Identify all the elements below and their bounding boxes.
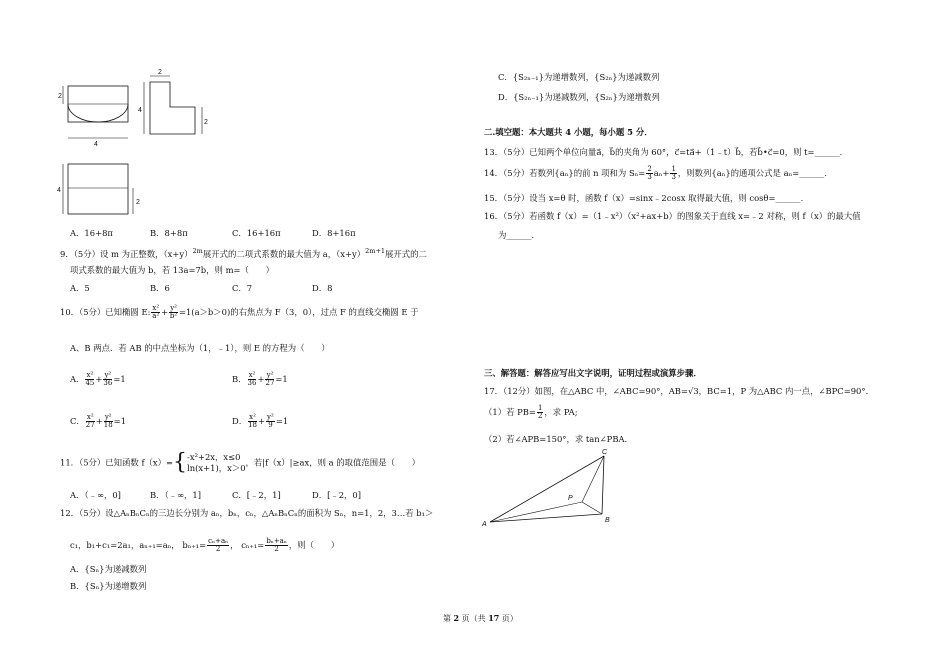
q11-option-c: C．[﹣2，1] — [232, 490, 281, 500]
q10-stem-line2: A、B 两点．若 AB 的中点坐标为（1，﹣1），则 E 的方程为（ ） — [70, 343, 330, 353]
q11-stem: 11．（5分）已知函数 f（x）={ -x²+2x，x≤0 ln(x+1)，x＞0 ，若|f（x）|≥ax，则 a 的取值范围是（ ） — [60, 450, 421, 475]
q12-stem-line2: c₁，b₁+c₁=2a₁，aₙ₊₁=aₙ， bₙ₊₁= $\frac{\text{cₙ+aₙ}}{2}$ ， cₙ₊₁= $\frac{\text{bₙ+aₙ}}{2}$ ，则（ ） — [70, 537, 340, 553]
q9-option-c: C．7 — [232, 283, 253, 293]
point-a-label: A — [482, 521, 487, 528]
q12-option-a: A．{Sₙ}为递减数列 — [70, 564, 147, 574]
q9-option-b: B．6 — [150, 283, 170, 293]
q15-stem: 15．（5分）设当 x=θ 时，函数 f（x）=sinx﹣2cosx 取得最大值，则 cosθ=______． — [484, 193, 809, 203]
top-view-figure — [58, 160, 138, 220]
q11-option-b: B．（﹣∞，1] — [150, 490, 202, 500]
q17-part1: （1）若 PB= $\frac{1}{2}$ ，求 PA; — [484, 404, 578, 420]
point-p-label: P — [568, 495, 573, 502]
q8-option-b: B．8+8π — [150, 228, 188, 238]
q8-option-a: A．16+8π — [70, 228, 113, 238]
q10-option-a: A． $\frac{\text{x²}}{45}$ + $\frac{\text{y²}}{36}$ =1 — [70, 371, 126, 387]
side-view-left-label: 4 — [138, 107, 142, 114]
q14-stem: 14．（5分）若数列{aₙ}的前 n 项和为 Sₙ= $\frac{2}{3}$ aₙ+ $\frac{1}{3}$ ，则数列{aₙ}的通项公式是 aₙ=______． — [484, 165, 833, 181]
front-view-figure — [58, 78, 138, 148]
q12-stem-line1: 12．（5分）设△AₙBₙCₙ的三边长分别为 aₙ，bₙ，cₙ，△AₙBₙCₙ的面积为 Sₙ，n=1，2，3…若 b₁＞ — [60, 508, 434, 518]
q12-option-d: D．{S₂ₙ₋₁}为递减数列，{S₂ₙ}为递增数列 — [498, 92, 660, 102]
q10-option-d: D． $\frac{\text{x²}}{18}$ + $\frac{\text{y²}}{9}$ =1 — [232, 413, 289, 429]
point-c-label: C — [602, 449, 608, 456]
q9-option-a: A．5 — [70, 283, 90, 293]
page-footer: 第 2 页（共 17 页） — [443, 613, 518, 623]
q17-part2: （2）若∠APB=150°，求 tan∠PBA． — [484, 434, 633, 444]
page-number: 2 — [453, 613, 460, 623]
triangle-diagram — [482, 450, 622, 530]
q16-stem-line1: 16．（5分）若函数 f（x）=（1﹣x²）（x²+ax+b）的图象关于直线 x=﹣2 对称，则 f（x）的最大值 — [484, 211, 861, 221]
q17-stem: 17．（12分）如图，在△ABC 中，∠ABC=90°，AB=√3，BC=1，P 为△ABC 内一点，∠BPC=90°． — [484, 386, 874, 396]
q8-option-d: D．8+16π — [312, 228, 356, 238]
side-view-figure — [138, 69, 210, 142]
front-view-bottom-label: 4 — [94, 141, 98, 148]
top-view-right-label: 2 — [136, 199, 140, 206]
point-b-label: B — [605, 517, 610, 524]
q10-option-b: B． $\frac{\text{x²}}{36}$ + $\frac{\text{y²}}{27}$ =1 — [232, 371, 288, 387]
q9-stem-line2: 项式系数的最大值为 b，若 13a=7b，则 m=（ ） — [70, 265, 275, 275]
q12-option-b: B．{Sₙ}为递增数列 — [70, 581, 147, 591]
section2-heading: 二.填空题：本大题共 4 小题，每小题 5 分． — [484, 127, 653, 137]
q8-option-c: C．16+16π — [232, 228, 281, 238]
q13-stem: 13．（5分）已知两个单位向量a⃗，b⃗的夹角为 60°，c⃗=ta⃗+（1﹣t）b⃗，若b⃗•c⃗=0，则 t=______． — [484, 147, 849, 157]
q11-option-a: A．（﹣∞，0] — [70, 490, 121, 500]
top-view-left-label: 4 — [57, 187, 61, 194]
q9-option-d: D．8 — [312, 283, 333, 293]
q9-stem-line1: 9．（5分）设 m 为正整数，$(x+y)^{2m}$展开式的二项式系数的最大值为 a，$(x+y)^{2m+1}$展开式的二 — [60, 247, 427, 259]
section3-heading: 三、解答题：解答应写出文字说明，证明过程或演算步骤． — [484, 368, 702, 378]
q10-stem-line1: 10．（5分）已知椭圆 E: $\frac{\text{x²}}{\text{a²}}$ + $\frac{\text{y²}}{\text{b²}}$ =1(a＞b＞0)的右焦点为 F（3，0），过点 F 的直线交椭圆 E 于 — [60, 304, 419, 320]
side-view-top-label: 2 — [158, 69, 162, 76]
q16-stem-line2: 为______． — [498, 230, 540, 240]
front-view-left-label: 2 — [58, 93, 62, 100]
q11-option-d: D．[﹣2，0] — [312, 490, 362, 500]
q10-option-c: C． $\frac{\text{x²}}{27}$ + $\frac{\text{y²}}{18}$ =1 — [70, 413, 127, 429]
page-total: 17 — [488, 613, 500, 623]
q12-option-c: C．{S₂ₙ₋₁}为递增数列，{S₂ₙ}为递减数列 — [498, 72, 660, 82]
side-view-right-label: 2 — [204, 119, 208, 126]
